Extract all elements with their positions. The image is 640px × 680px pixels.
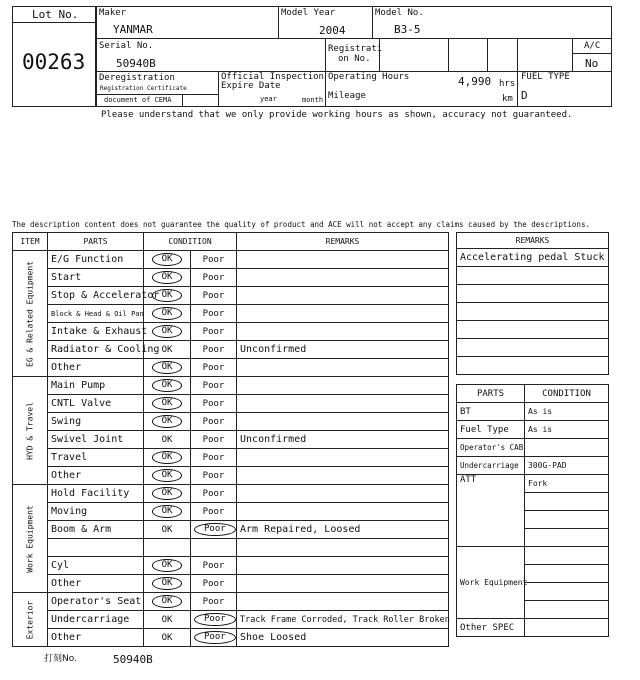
bt-row [457,403,609,421]
header-hline-4 [572,53,612,54]
remark [237,323,449,341]
other-spec-value [525,619,609,637]
condition-ok: OK [161,524,173,535]
part-name: Other [48,629,144,647]
ac-value: No [585,57,599,70]
condition-poor-cell [191,503,237,521]
remark [237,539,449,557]
part-name [48,539,144,557]
part-name: Swing [48,413,144,431]
disclaimer-text: The description content does not guarantee the quality of product and ACE will not accept any claims caused by the descriptions. [12,220,590,229]
condition-poor: Poor [202,344,225,355]
undercarriage-value: 300G-PAD [525,457,609,475]
condition-ok-circled: OK [152,595,183,608]
condition-ok-cell [144,251,191,269]
remark: Unconfirmed [237,431,449,449]
condition-ok: OK [161,434,173,445]
condition-ok-cell [144,449,191,467]
hours-unit: hrs [499,79,516,89]
right-remark-row [457,285,609,303]
condition-ok-circled: OK [152,379,183,392]
fuel-row [457,421,609,439]
parts-header: PARTS [48,233,144,251]
part-name: Block & Head & Oil Pan [48,305,144,323]
condition-poor: Poor [202,596,225,607]
model-year-label: Model Year [281,8,336,18]
inspection-row [13,467,449,485]
stamp-label: 打刻No. [44,654,77,664]
condition-blank [144,539,191,557]
right-parts-header: PARTS [457,385,525,403]
other-spec-label: Other SPEC [457,619,525,637]
condition-ok-circled: OK [152,505,183,518]
group-label: HYD & Travel [25,401,35,460]
group-label-cell [13,593,48,647]
condition-ok-cell [144,305,191,323]
part-name: Other [48,359,144,377]
part-name: Operator's Seat [48,593,144,611]
condition-ok-cell [144,269,191,287]
remark [237,467,449,485]
work-equipment-label: Work Equipment [457,547,525,619]
header-vline-9 [218,71,219,107]
inspection-row [13,629,449,647]
right-remark-text [457,321,609,339]
att-cell-3 [525,511,609,529]
condition-ok-circled: OK [152,361,183,374]
condition-poor: Poor [202,434,225,445]
group-label: EG & Related Equipment [25,260,35,367]
inspection-row [13,377,449,395]
right-remark-row [457,321,609,339]
part-name: Cyl [48,557,144,575]
condition-poor-cell [191,593,237,611]
condition-ok-circled: OK [152,397,183,410]
condition-poor: Poor [202,308,225,319]
undercarriage-row [457,457,609,475]
month-label: month [302,96,324,104]
inspection-row [13,539,449,557]
condition-poor-cell [191,521,237,539]
inspection-row [13,287,449,305]
part-name: Undercarriage [48,611,144,629]
condition-ok-circled: OK [152,487,183,500]
condition-poor-cell [191,377,237,395]
inspection-row [13,485,449,503]
serial-label: Serial No. [99,41,154,51]
condition-poor-cell [191,611,237,629]
att-row-1 [457,475,609,493]
condition-ok-cell [144,575,191,593]
remark: Track Frame Corroded, Track Roller Broken [237,611,449,629]
header-hline-3 [96,94,218,95]
inspection-header-row [13,233,449,251]
condition-poor-cell [191,323,237,341]
work-cell-1 [525,547,609,565]
att-label: ATT [457,475,525,547]
remarks-header: REMARKS [237,233,449,251]
remark [237,557,449,575]
condition-ok: OK [161,344,173,355]
condition-ok-cell [144,431,191,449]
remark [237,485,449,503]
condition-poor: Poor [202,452,225,463]
condition-ok-circled: OK [152,559,183,572]
condition-ok-circled: OK [152,469,183,482]
part-name: Moving [48,503,144,521]
part-name: Radiator & Cooling [48,341,144,359]
inspection-row [13,413,449,431]
condition-ok-cell [144,467,191,485]
condition-ok-cell [144,503,191,521]
condition-poor: Poor [202,272,225,283]
fuel-label: Fuel Type [457,421,525,439]
right-remarks-header-row [457,233,609,249]
att-value: Fork [525,475,609,493]
remark: Arm Repaired, Loosed [237,521,449,539]
inspection-row [13,251,449,269]
lot-label-divider [12,22,96,23]
deregistration-label: Deregistration [99,73,175,83]
header-vline-5 [448,38,449,71]
right-parts-header-row [457,385,609,403]
remark [237,395,449,413]
km-unit: km [502,94,513,104]
lot-label: Lot No. [32,8,79,21]
right-remark-row [457,303,609,321]
condition-poor-cell [191,557,237,575]
part-name: Other [48,575,144,593]
condition-poor-cell [191,359,237,377]
remark [237,287,449,305]
condition-poor-cell [191,341,237,359]
header-vline-3 [325,38,326,107]
part-name: Swivel Joint [48,431,144,449]
model-year-value: 2004 [319,24,346,37]
bt-value: As is [525,403,609,421]
remark [237,359,449,377]
condition-ok-circled: OK [152,577,183,590]
cab-row [457,439,609,457]
inspection-row [13,269,449,287]
right-remark-text [457,357,609,375]
fuel-type-value: D [521,89,528,102]
header-vline-2 [372,6,373,38]
part-name: Hold Facility [48,485,144,503]
condition-poor: Poor [202,254,225,265]
inspection-row [13,611,449,629]
condition-ok-cell [144,611,191,629]
condition-poor: Poor [202,506,225,517]
fuel-value: As is [525,421,609,439]
att-cell-2 [525,493,609,511]
part-name: Stop & Accelerator [48,287,144,305]
condition-ok-cell [144,413,191,431]
inspection-table [12,232,449,647]
condition-poor-circled: Poor [194,613,236,626]
item-header: ITEM [13,233,48,251]
condition-ok-cell [144,629,191,647]
part-name: Intake & Exhaust [48,323,144,341]
remark: Unconfirmed [237,341,449,359]
remark [237,377,449,395]
att-cell-4 [525,529,609,547]
condition-poor-cell [191,413,237,431]
condition-ok-cell [144,557,191,575]
mileage-label: Mileage [328,91,366,101]
registration-label-2: on No. [338,54,371,64]
remark [237,449,449,467]
group-label-cell [13,377,48,485]
header-vline-6 [487,38,488,71]
right-parts-table [456,384,609,637]
condition-ok-cell [144,593,191,611]
inspection-row [13,593,449,611]
condition-ok-cell [144,521,191,539]
group-label: Exterior [25,600,35,639]
group-label-cell [13,485,48,593]
remark [237,269,449,287]
condition-ok-cell [144,359,191,377]
header-vline-7 [517,38,518,107]
inspection-row [13,521,449,539]
condition-ok-circled: OK [152,325,183,338]
condition-blank [191,539,237,557]
condition-ok-circled: OK [152,253,183,266]
condition-poor: Poor [202,398,225,409]
undercarriage-label: Undercarriage [457,457,525,475]
condition-poor: Poor [202,290,225,301]
condition-poor-cell [191,269,237,287]
stamp-value: 50940B [113,653,153,666]
condition-poor-cell [191,629,237,647]
condition-ok: OK [161,614,173,625]
inspection-label-1: Official Inspection [221,72,324,82]
condition-poor: Poor [202,578,225,589]
inspection-row [13,359,449,377]
fuel-type-label: FUEL TYPE [521,72,570,82]
inspection-row [13,305,449,323]
registration-label-1: Registrati [328,44,383,54]
work-cell-2 [525,565,609,583]
condition-poor: Poor [202,380,225,391]
header-vline-4 [379,38,380,71]
condition-poor-cell [191,449,237,467]
operating-hours-label: Operating Hours [328,72,410,82]
header-vline-10 [182,94,183,107]
condition-poor-cell [191,395,237,413]
work-cell-4 [525,601,609,619]
other-spec-row [457,619,609,637]
condition-poor-cell [191,305,237,323]
bt-label: BT [457,403,525,421]
registration-certificate: Registration Certificate [100,85,187,92]
right-remark-row [457,249,609,267]
group-label-cell [13,251,48,377]
work-row-1 [457,547,609,565]
condition-ok-cell [144,377,191,395]
condition-poor-cell [191,431,237,449]
inspection-row [13,323,449,341]
condition-ok-circled: OK [152,451,183,464]
condition-header: CONDITION [144,233,237,251]
lot-number: 00263 [22,50,86,74]
condition-poor-cell [191,575,237,593]
remark [237,251,449,269]
right-remarks-table [456,232,609,375]
condition-ok-circled: OK [152,271,183,284]
maker-label: Maker [99,8,127,18]
condition-poor: Poor [202,470,225,481]
part-name: Other [48,467,144,485]
condition-ok-cell [144,485,191,503]
model-no-value: B3-5 [394,23,421,36]
remark: Shoe Loosed [237,629,449,647]
inspection-row [13,395,449,413]
condition-poor-circled: Poor [194,631,236,644]
condition-poor: Poor [202,488,225,499]
ac-label: A/C [584,41,601,51]
right-remark-text [457,267,609,285]
condition-poor: Poor [202,416,225,427]
work-cell-3 [525,583,609,601]
inspection-row [13,503,449,521]
condition-poor: Poor [202,560,225,571]
right-remark-row [457,267,609,285]
condition-poor-cell [191,467,237,485]
condition-poor: Poor [202,326,225,337]
header-hline-1 [96,38,612,39]
condition-ok-circled: OK [152,289,183,302]
remark [237,575,449,593]
right-remarks-header: REMARKS [457,233,609,249]
part-name: CNTL Valve [48,395,144,413]
remark [237,593,449,611]
part-name: Main Pump [48,377,144,395]
condition-ok-circled: OK [152,307,183,320]
condition-ok: OK [161,632,173,643]
right-condition-header: CONDITION [525,385,609,403]
cema-document: document of CEMA [104,96,172,104]
part-name: Travel [48,449,144,467]
year-label: year [260,95,277,103]
right-remark-text [457,285,609,303]
inspection-row [13,341,449,359]
condition-poor-circled: Poor [194,523,236,536]
right-remark-text: Accelerating pedal Stuck [457,249,609,267]
group-label: Work Equipment [25,504,35,573]
condition-poor-cell [191,485,237,503]
inspection-row [13,575,449,593]
right-remark-row [457,357,609,375]
part-name: E/G Function [48,251,144,269]
header-vline-1 [278,6,279,38]
part-name: Boom & Arm [48,521,144,539]
remark [237,305,449,323]
hours-accuracy-note: Please understand that we only provide working hours as shown, accuracy not guaranteed. [101,110,573,120]
maker-value: YANMAR [113,23,153,36]
right-remark-text [457,303,609,321]
operating-hours-value: 4,990 [458,75,492,88]
remark [237,503,449,521]
condition-ok-cell [144,323,191,341]
condition-poor-cell [191,251,237,269]
cab-label: Operator's CAB [457,439,525,457]
condition-poor: Poor [202,362,225,373]
inspection-row [13,557,449,575]
inspection-label-2: Expire Date [221,81,281,91]
serial-value: 50940B [116,57,156,70]
model-no-label: Model No. [375,8,424,18]
condition-poor-cell [191,287,237,305]
right-remark-row [457,339,609,357]
inspection-row [13,449,449,467]
right-remark-text [457,339,609,357]
inspection-row [13,431,449,449]
condition-ok-circled: OK [152,415,183,428]
part-name: Start [48,269,144,287]
remark [237,413,449,431]
header-vline-8 [572,38,573,71]
cab-value [525,439,609,457]
condition-ok-cell [144,395,191,413]
